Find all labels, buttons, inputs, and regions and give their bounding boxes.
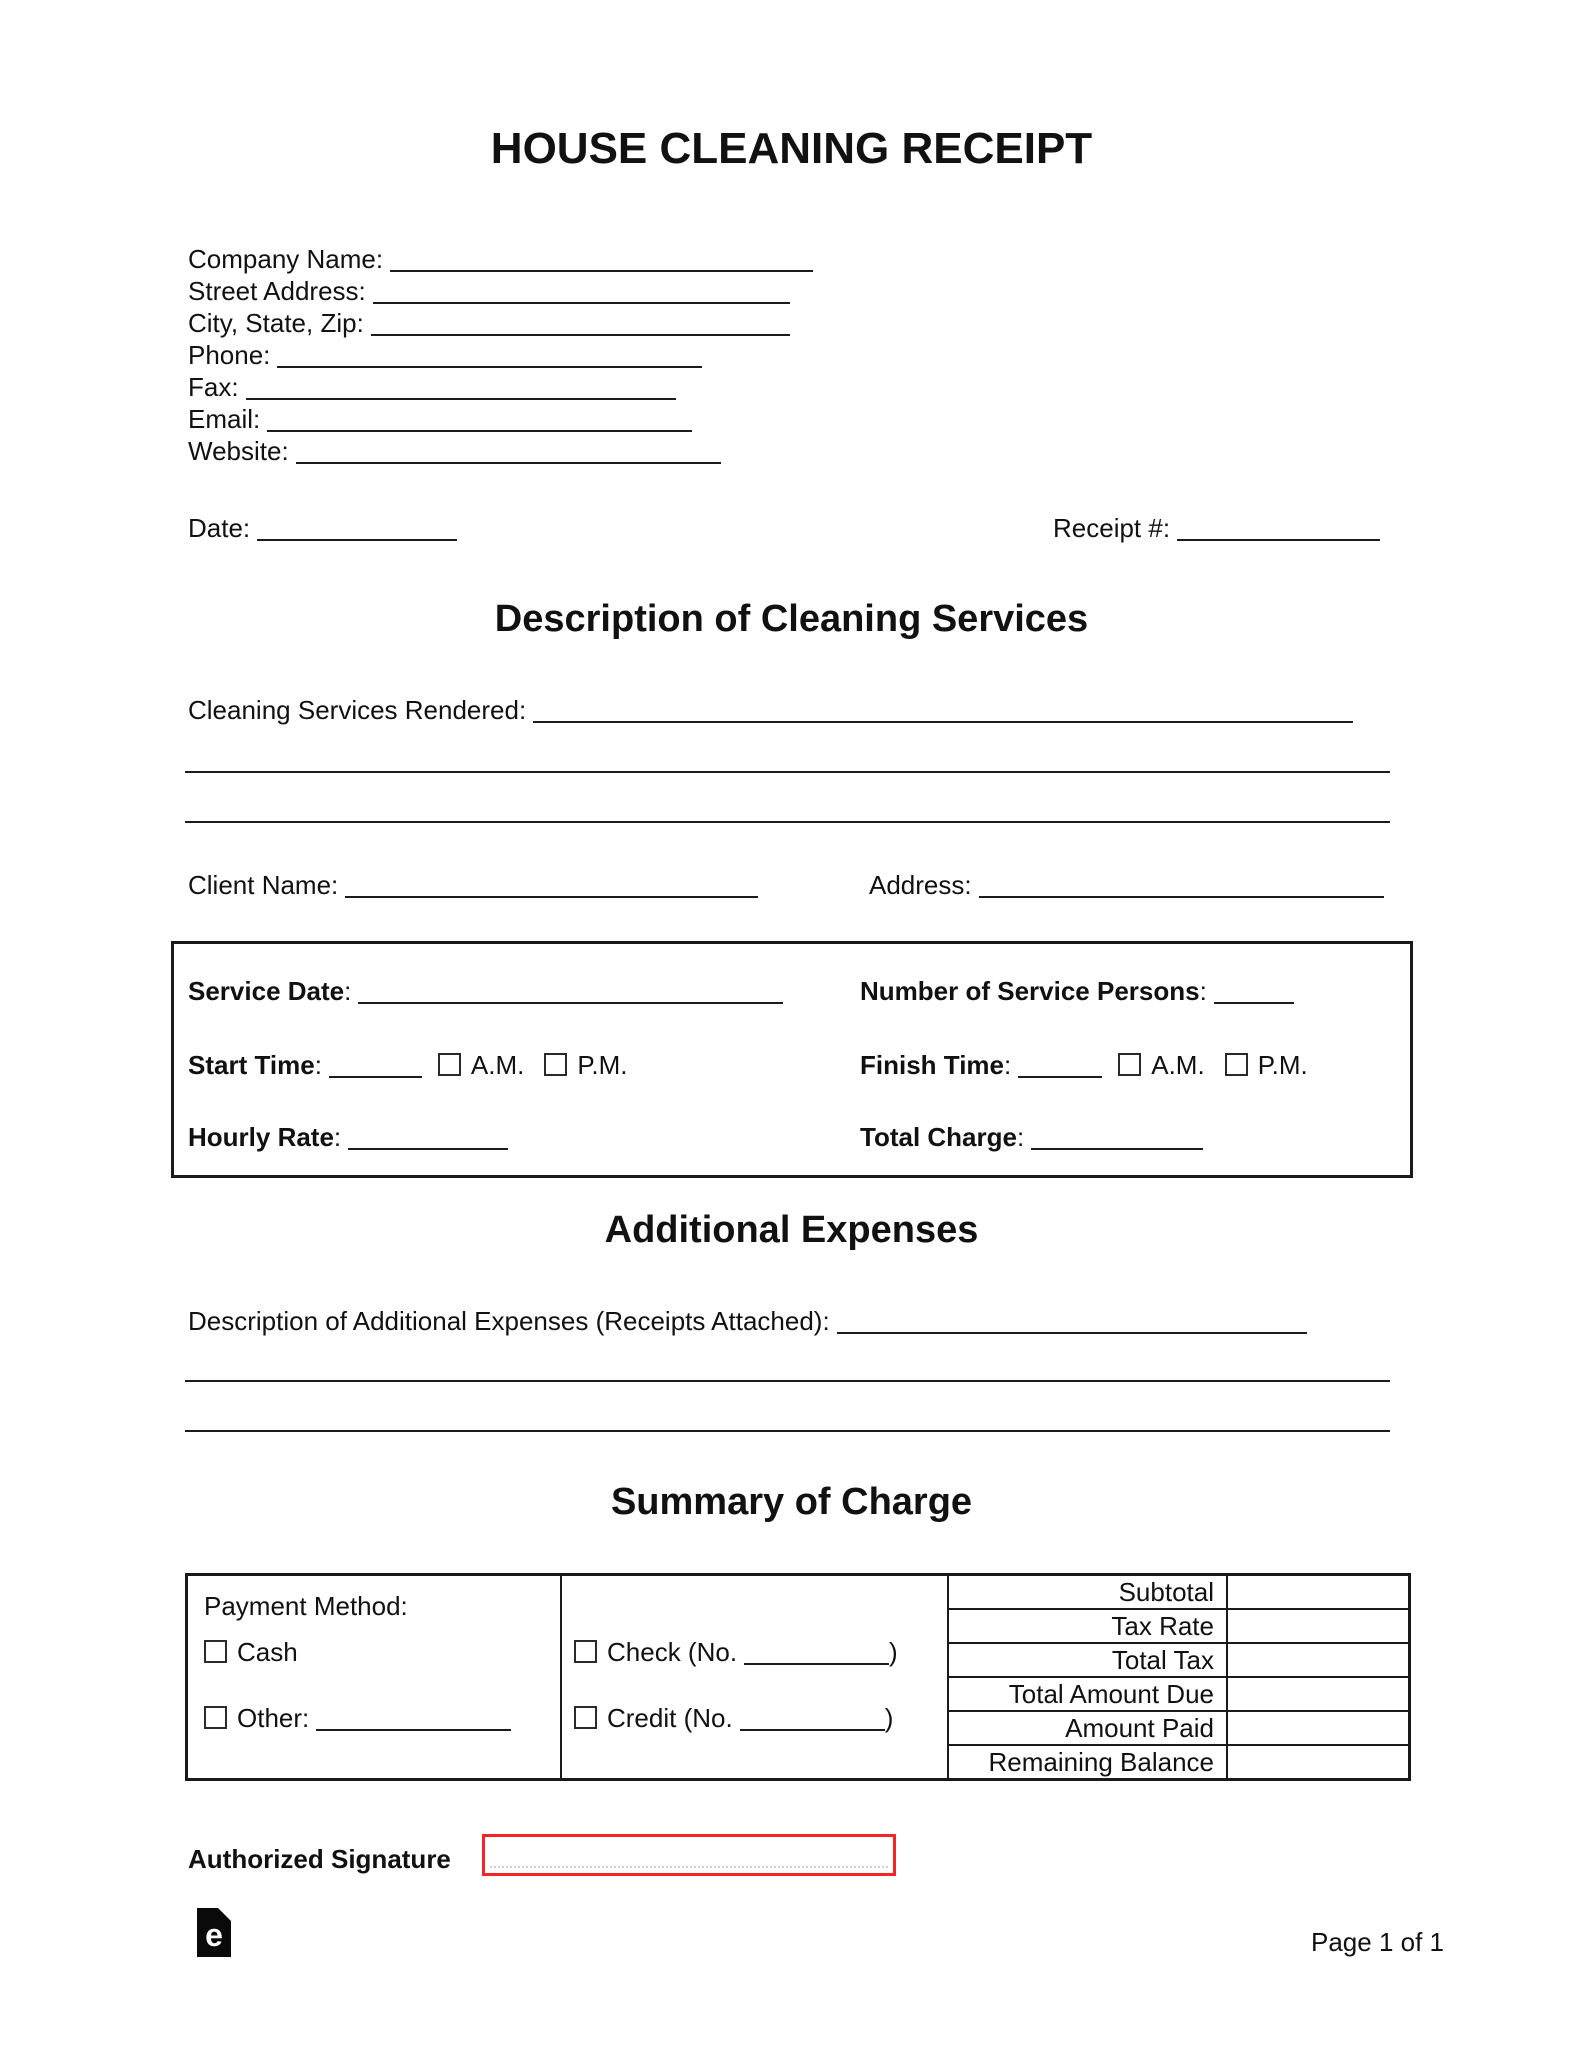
email-row: [188, 403, 813, 435]
credit-row: [574, 1702, 893, 1734]
finish-pm-label: P.M.: [1257, 1050, 1308, 1080]
services-rendered-label: Cleaning Services Rendered:: [188, 695, 527, 725]
page-title: HOUSE CLEANING RECEIPT: [490, 124, 1093, 173]
writing-line[interactable]: [185, 1380, 1390, 1382]
signature-dotted-line: [490, 1866, 888, 1868]
company-info-block: [188, 243, 813, 467]
start-pm-label: P.M.: [577, 1050, 628, 1080]
receipt-number-label: Receipt #:: [1053, 513, 1171, 543]
client-address-label: Address:: [869, 870, 972, 900]
services-rendered-field[interactable]: [533, 695, 1353, 723]
service-persons-field[interactable]: [1214, 976, 1294, 1004]
email-label: Email:: [188, 404, 261, 434]
start-am-label: A.M.: [470, 1050, 525, 1080]
check-label-suffix: ): [889, 1637, 898, 1667]
other-field[interactable]: [316, 1703, 511, 1731]
colon: :: [333, 1122, 342, 1152]
start-time-field[interactable]: [329, 1050, 422, 1078]
check-row: [574, 1636, 898, 1668]
credit-number-field[interactable]: [740, 1703, 885, 1731]
tax-rate-value-cell[interactable]: [1228, 1610, 1408, 1644]
colon: :: [1016, 1122, 1025, 1152]
service-persons-label: Number of Service Persons: [860, 976, 1200, 1006]
client-name-label: Client Name:: [188, 870, 339, 900]
finish-time-label: Finish Time: [860, 1050, 1004, 1080]
expenses-description-row: [188, 1305, 1307, 1337]
colon: :: [344, 976, 352, 1006]
finish-am-checkbox[interactable]: [1118, 1053, 1141, 1076]
total-amount-due-value-cell[interactable]: [1228, 1678, 1408, 1712]
fax-field[interactable]: [246, 372, 676, 400]
date-row: [188, 512, 457, 544]
company-name-row: [188, 243, 813, 275]
finish-time-row: [860, 1049, 1308, 1081]
receipt-number-row: [1053, 512, 1380, 544]
fax-row: [188, 371, 813, 403]
check-credit-cell: [560, 1576, 947, 1778]
receipt-number-field[interactable]: [1177, 513, 1380, 541]
service-date-field[interactable]: [358, 976, 783, 1004]
other-checkbox[interactable]: [204, 1706, 227, 1729]
fax-label: Fax:: [188, 372, 239, 402]
phone-row: [188, 339, 813, 371]
client-address-field[interactable]: [979, 870, 1384, 898]
payment-method-label: Payment Method:: [204, 1591, 408, 1621]
eforms-logo: [197, 1908, 231, 1957]
logo-letter: e: [205, 1917, 223, 1953]
start-time-row: [188, 1049, 627, 1081]
services-rendered-row: [188, 694, 1353, 726]
finish-am-label: A.M.: [1151, 1050, 1205, 1080]
total-amount-due-label: Total Amount Due: [949, 1678, 1226, 1712]
subtotal-value-cell[interactable]: [1228, 1576, 1408, 1610]
colon: :: [314, 1050, 322, 1080]
client-name-row: [188, 869, 758, 901]
credit-label-suffix: ): [884, 1703, 894, 1733]
total-charge-field[interactable]: [1031, 1122, 1203, 1150]
total-charge-label: Total Charge: [860, 1122, 1017, 1152]
other-label: Other:: [237, 1703, 310, 1733]
summary-table: [185, 1573, 1411, 1781]
start-pm-checkbox[interactable]: [544, 1053, 567, 1076]
check-checkbox[interactable]: [574, 1640, 597, 1663]
hourly-rate-field[interactable]: [348, 1122, 508, 1150]
phone-field[interactable]: [277, 340, 702, 368]
street-address-field[interactable]: [373, 276, 790, 304]
client-name-field[interactable]: [345, 870, 758, 898]
finish-pm-checkbox[interactable]: [1225, 1053, 1248, 1076]
date-field[interactable]: [257, 513, 457, 541]
street-address-row: [188, 275, 813, 307]
start-time-label: Start Time: [188, 1050, 315, 1080]
hourly-rate-row: [188, 1121, 508, 1153]
website-field[interactable]: [296, 436, 721, 464]
website-label: Website:: [188, 436, 289, 466]
start-am-checkbox[interactable]: [438, 1053, 461, 1076]
client-address-row: [869, 869, 1384, 901]
cash-row: [204, 1636, 298, 1668]
expenses-description-label: Description of Additional Expenses (Receipts Attached):: [188, 1306, 830, 1336]
remaining-balance-value-cell[interactable]: [1228, 1746, 1408, 1778]
credit-checkbox[interactable]: [574, 1706, 597, 1729]
colon: :: [1004, 1050, 1012, 1080]
summary-section-heading: Summary of Charge: [610, 1481, 973, 1523]
website-row: [188, 435, 813, 467]
cash-label: Cash: [237, 1637, 298, 1667]
service-date-row: [188, 975, 783, 1007]
phone-label: Phone:: [188, 340, 271, 370]
total-tax-value-cell[interactable]: [1228, 1644, 1408, 1678]
tax-rate-label: Tax Rate: [949, 1610, 1226, 1644]
authorized-signature-label: Authorized Signature: [188, 1844, 451, 1874]
service-details-box: [171, 941, 1413, 1178]
expenses-description-field[interactable]: [837, 1306, 1307, 1334]
other-row: [204, 1702, 511, 1734]
amount-paid-value-cell[interactable]: [1228, 1712, 1408, 1746]
totals-value-column: [1226, 1576, 1408, 1778]
amount-paid-label: Amount Paid: [949, 1712, 1226, 1746]
colon: :: [1199, 976, 1207, 1006]
check-label: Check (No.: [607, 1637, 738, 1667]
writing-line[interactable]: [185, 771, 1390, 773]
expenses-section-heading: Additional Expenses: [604, 1209, 979, 1251]
service-date-label: Service Date: [188, 976, 345, 1006]
city-state-zip-field[interactable]: [371, 308, 790, 336]
check-number-field[interactable]: [744, 1637, 889, 1665]
page-number: Page 1 of 1: [1311, 1927, 1444, 1957]
finish-time-field[interactable]: [1018, 1050, 1102, 1078]
total-tax-label: Total Tax: [949, 1644, 1226, 1678]
email-field[interactable]: [267, 404, 692, 432]
city-state-zip-row: [188, 307, 813, 339]
totals-label-column: [947, 1576, 1226, 1778]
cash-checkbox[interactable]: [204, 1640, 227, 1663]
hourly-rate-label: Hourly Rate: [188, 1122, 334, 1152]
total-charge-row: [860, 1121, 1203, 1153]
payment-method-cell: [188, 1576, 560, 1778]
street-address-label: Street Address:: [188, 276, 366, 306]
credit-label: Credit (No.: [607, 1703, 733, 1733]
date-label: Date:: [188, 513, 251, 543]
subtotal-label: Subtotal: [949, 1576, 1226, 1610]
service-persons-row: [860, 975, 1294, 1007]
services-section-heading: Description of Cleaning Services: [494, 598, 1089, 640]
company-name-label: Company Name:: [188, 244, 384, 274]
writing-line[interactable]: [185, 821, 1390, 823]
city-state-zip-label: City, State, Zip:: [188, 308, 364, 338]
authorized-signature-field[interactable]: [482, 1834, 896, 1876]
company-name-field[interactable]: [390, 244, 813, 272]
remaining-balance-label: Remaining Balance: [988, 1746, 1214, 1777]
writing-line[interactable]: [185, 1430, 1390, 1432]
